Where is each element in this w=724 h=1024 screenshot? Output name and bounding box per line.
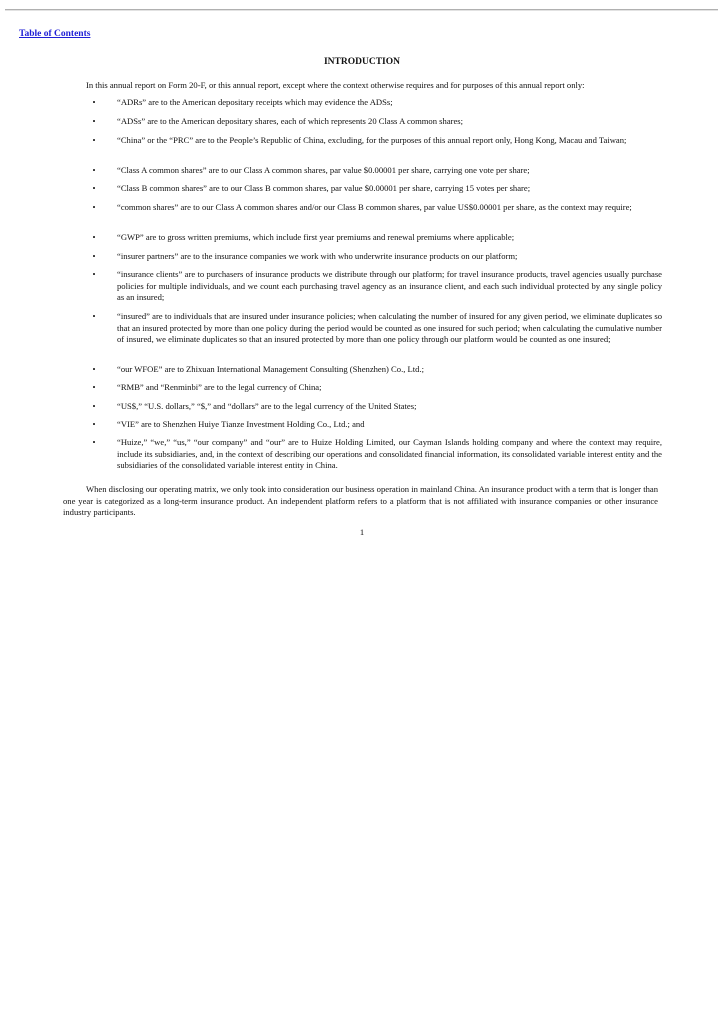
bullet: • xyxy=(92,97,96,107)
definition-text: “GWP” are to gross written premiums, which include first year premiums and renewal premiums where applicable; xyxy=(117,232,515,242)
page-number: 1 xyxy=(359,527,365,537)
definition-text: “insured” are to individuals that are insured under insurance policies; when calculating the number of insured for any given period, we eliminate duplicates so that an insured protected by more than one policy during the period would be counted as one insured for such period; when calculating the cumulative number of insured, we eliminate duplicates so that an insured protected by more than one policy through our platform would be counted as one insured; xyxy=(117,311,662,345)
top-divider xyxy=(5,9,718,11)
bullet: • xyxy=(92,437,96,447)
definition-text: “RMB” and “Renminbi” are to the legal currency of China; xyxy=(117,382,322,392)
definition-text: “insurance clients” are to purchasers of insurance products we distribute through our platform; for travel insurance products, travel agencies usually purchase policies for multiple individuals, and we count each purchasing travel agency as an insurance client, and each such individual protected by any single policy as an insured; xyxy=(117,269,662,303)
bullet: • xyxy=(92,116,96,126)
bullet: • xyxy=(92,311,96,321)
definition-text: “insurer partners” are to the insurance companies we work with who underwrite insurance products on our platform; xyxy=(117,251,518,261)
bullet: • xyxy=(92,183,96,193)
bullet: • xyxy=(92,202,96,212)
definition-text: “Class B common shares” are to our Class B common shares, par value $0.00001 per share, carrying 15 votes per share; xyxy=(117,183,531,193)
definition-text: “ADSs” are to the American depositary shares, each of which represents 20 Class A common shares; xyxy=(117,116,464,126)
closing-paragraph: When disclosing our operating matrix, we only took into consideration our business operation in mainland China. An insurance product with a term that is longer than one year is categorized as a long-term insurance product. An independent platform refers to a platform that is not affiliated with insurance companies or other insurance industry participants. xyxy=(63,484,658,518)
bullet: • xyxy=(92,401,96,411)
page-title: INTRODUCTION xyxy=(323,57,400,67)
definition-text: “VIE” are to Shenzhen Huiye Tianze Investment Holding Co., Ltd.; and xyxy=(117,419,365,429)
bullet: • xyxy=(92,269,96,279)
bullet: • xyxy=(92,232,96,242)
bullet: • xyxy=(92,364,96,374)
table-of-contents-link[interactable]: Table of Contents xyxy=(19,29,91,39)
definition-text: “our WFOE” are to Zhixuan International Management Consulting (Shenzhen) Co., Ltd.; xyxy=(117,364,424,374)
definition-text: “Class A common shares” are to our Class A common shares, par value $0.00001 per share, carrying one vote per share; xyxy=(117,165,530,175)
bullet: • xyxy=(92,419,96,429)
bullet: • xyxy=(92,165,96,175)
definition-text: “Huize,” “we,” “us,” “our company” and “our” are to Huize Holding Limited, our Cayman Islands holding company and where the context may require, include its subsidiaries, and, in the context of describing our operations and consolidated financial information, its consolidated variable interest entity and the subsidiaries of the consolidated variable interest entity in China. xyxy=(117,437,662,471)
bullet: • xyxy=(92,382,96,392)
bullet: • xyxy=(92,251,96,261)
definition-text: “ADRs” are to the American depositary receipts which may evidence the ADSs; xyxy=(117,97,393,107)
definition-text: “common shares” are to our Class A common shares and/or our Class B common shares, par value US$0.00001 per share, as the context may require; xyxy=(117,202,632,212)
bullet: • xyxy=(92,135,96,145)
intro-paragraph: In this annual report on Form 20-F, or this annual report, except where the context otherwise requires and for purposes of this annual report only: xyxy=(86,80,585,90)
definition-text: “China” or the “PRC” are to the People’s Republic of China, excluding, for the purposes of this annual report only, Hong Kong, Macau and Taiwan; xyxy=(117,135,627,145)
definition-text: “US$,” “U.S. dollars,” “$,” and “dollars” are to the legal currency of the United States; xyxy=(117,401,417,411)
